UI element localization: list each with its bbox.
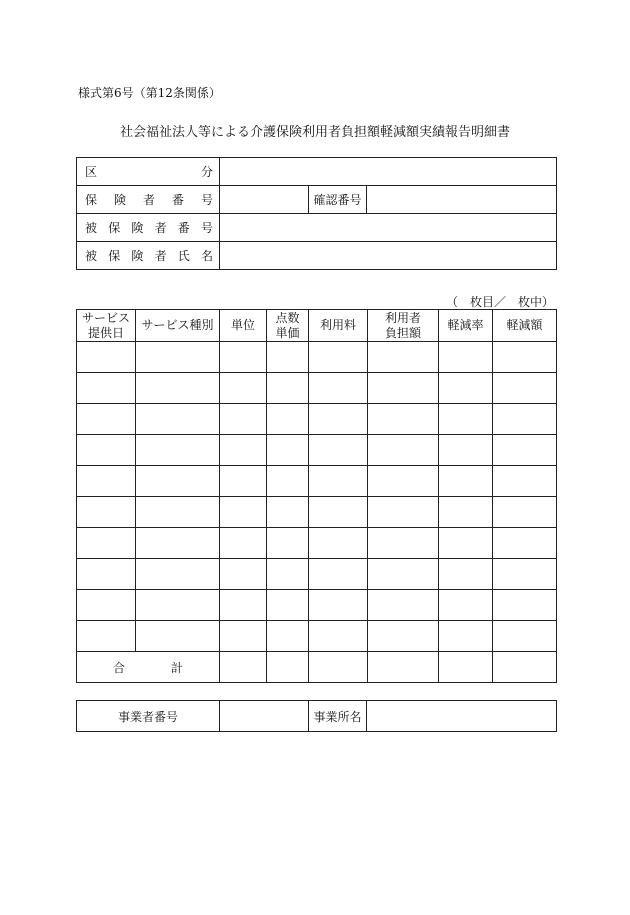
- business-number-field[interactable]: [220, 701, 309, 732]
- table-cell[interactable]: [493, 342, 557, 373]
- table-cell[interactable]: [439, 621, 493, 652]
- table-cell[interactable]: [309, 621, 368, 652]
- table-cell[interactable]: [309, 559, 368, 590]
- table-cell[interactable]: [493, 590, 557, 621]
- insured-number-row: [77, 214, 557, 242]
- table-cell[interactable]: [220, 373, 267, 404]
- table-row: [77, 497, 557, 528]
- table-cell[interactable]: [220, 621, 267, 652]
- table-cell[interactable]: [267, 466, 309, 497]
- table-cell[interactable]: [267, 621, 309, 652]
- table-cell[interactable]: [309, 404, 368, 435]
- table-cell[interactable]: [267, 590, 309, 621]
- office-row: [77, 701, 557, 732]
- table-cell[interactable]: [77, 559, 136, 590]
- table-cell[interactable]: [77, 528, 136, 559]
- table-cell[interactable]: [136, 435, 220, 466]
- insurer-number-row: [77, 186, 557, 214]
- header-usage-fee: 利用料: [309, 310, 368, 342]
- table-cell[interactable]: [368, 373, 439, 404]
- table-cell[interactable]: [439, 342, 493, 373]
- table-cell[interactable]: [267, 342, 309, 373]
- header-service-type: サービス種別: [136, 310, 220, 342]
- document-title: 社会福祉法人等による介護保険利用者負担額軽減額実績報告明細書: [119, 125, 510, 140]
- header-reduction-amount: 軽減額: [493, 310, 557, 342]
- table-cell[interactable]: [136, 466, 220, 497]
- table-cell[interactable]: [439, 466, 493, 497]
- table-cell[interactable]: [439, 590, 493, 621]
- table-cell[interactable]: [439, 373, 493, 404]
- table-cell[interactable]: [368, 435, 439, 466]
- table-cell[interactable]: [439, 497, 493, 528]
- confirmation-number-field[interactable]: [367, 186, 557, 214]
- confirmation-number-label: 確認番号: [309, 186, 367, 214]
- table-cell[interactable]: [77, 621, 136, 652]
- table-row: [77, 621, 557, 652]
- table-row: [77, 435, 557, 466]
- table-row: [77, 559, 557, 590]
- table-cell[interactable]: [267, 404, 309, 435]
- table-cell[interactable]: [368, 528, 439, 559]
- office-name-field[interactable]: [367, 701, 557, 732]
- total-cell[interactable]: [309, 652, 368, 683]
- table-cell[interactable]: [309, 342, 368, 373]
- detail-rows: [77, 342, 557, 652]
- table-cell[interactable]: [309, 528, 368, 559]
- table-cell[interactable]: [220, 404, 267, 435]
- total-cell[interactable]: [267, 652, 309, 683]
- table-cell[interactable]: [220, 528, 267, 559]
- table-cell[interactable]: [493, 435, 557, 466]
- category-label: 区 分: [77, 158, 220, 186]
- table-cell[interactable]: [368, 621, 439, 652]
- category-row: [77, 158, 557, 186]
- table-cell[interactable]: [439, 404, 493, 435]
- insured-name-field[interactable]: [220, 242, 557, 270]
- table-cell[interactable]: [368, 404, 439, 435]
- table-row: [77, 404, 557, 435]
- table-cell[interactable]: [309, 373, 368, 404]
- table-cell[interactable]: [368, 590, 439, 621]
- table-cell[interactable]: [368, 466, 439, 497]
- table-cell[interactable]: [136, 590, 220, 621]
- insured-name-row: [77, 242, 557, 270]
- table-cell[interactable]: [136, 373, 220, 404]
- table-cell[interactable]: [267, 559, 309, 590]
- table-cell[interactable]: [493, 466, 557, 497]
- table-cell[interactable]: [77, 404, 136, 435]
- total-cell[interactable]: [368, 652, 439, 683]
- table-cell[interactable]: [136, 528, 220, 559]
- total-cell[interactable]: [220, 652, 267, 683]
- header-service-date: サービス 提供日: [77, 310, 136, 342]
- insured-name-label: 被 保 険 者 氏 名: [77, 242, 220, 270]
- table-cell[interactable]: [309, 590, 368, 621]
- total-row: [77, 652, 557, 683]
- insured-number-label: 被 保 険 者 番 号: [77, 214, 220, 242]
- table-cell[interactable]: [77, 435, 136, 466]
- office-table: [76, 700, 557, 732]
- table-cell[interactable]: [439, 528, 493, 559]
- detail-header-row: [77, 310, 557, 342]
- header-reduction-rate: 軽減率: [439, 310, 493, 342]
- table-cell[interactable]: [220, 590, 267, 621]
- page-count: （ 枚目／ 枚中）: [446, 295, 555, 309]
- total-cell[interactable]: [493, 652, 557, 683]
- table-cell[interactable]: [220, 497, 267, 528]
- insured-number-field[interactable]: [220, 214, 557, 242]
- insurer-number-label: 保 険 者 番 号: [77, 186, 220, 214]
- table-cell[interactable]: [267, 373, 309, 404]
- header-unit-price: 点数 単価: [267, 310, 309, 342]
- category-field[interactable]: [220, 158, 557, 186]
- table-cell[interactable]: [439, 559, 493, 590]
- table-cell[interactable]: [136, 497, 220, 528]
- table-cell[interactable]: [136, 342, 220, 373]
- header-units: 単位: [220, 310, 267, 342]
- table-cell[interactable]: [493, 559, 557, 590]
- table-cell[interactable]: [309, 435, 368, 466]
- table-cell[interactable]: [136, 559, 220, 590]
- table-cell[interactable]: [493, 621, 557, 652]
- detail-table: [76, 309, 557, 683]
- table-cell[interactable]: [220, 435, 267, 466]
- table-cell[interactable]: [309, 466, 368, 497]
- table-row: [77, 466, 557, 497]
- table-cell[interactable]: [267, 528, 309, 559]
- table-cell[interactable]: [493, 528, 557, 559]
- table-cell[interactable]: [309, 497, 368, 528]
- office-name-label: 事業所名: [309, 701, 367, 732]
- table-row: [77, 528, 557, 559]
- total-label: 合 計: [77, 652, 220, 683]
- table-cell[interactable]: [267, 435, 309, 466]
- table-cell[interactable]: [77, 373, 136, 404]
- info-table: [76, 157, 557, 270]
- table-cell[interactable]: [220, 342, 267, 373]
- table-cell[interactable]: [77, 497, 136, 528]
- form-number: 様式第6号（第12条関係）: [78, 86, 221, 100]
- table-row: [77, 342, 557, 373]
- table-cell[interactable]: [77, 590, 136, 621]
- table-cell[interactable]: [368, 559, 439, 590]
- table-cell[interactable]: [267, 497, 309, 528]
- header-user-burden: 利用者 負担額: [368, 310, 439, 342]
- table-cell[interactable]: [493, 497, 557, 528]
- table-cell[interactable]: [136, 621, 220, 652]
- table-cell[interactable]: [220, 466, 267, 497]
- table-cell[interactable]: [220, 559, 267, 590]
- table-cell[interactable]: [368, 342, 439, 373]
- total-cell[interactable]: [439, 652, 493, 683]
- insurer-number-field[interactable]: [220, 186, 309, 214]
- table-cell[interactable]: [493, 373, 557, 404]
- table-row: [77, 590, 557, 621]
- table-cell[interactable]: [493, 404, 557, 435]
- table-cell[interactable]: [77, 466, 136, 497]
- table-cell[interactable]: [368, 497, 439, 528]
- table-cell[interactable]: [77, 342, 136, 373]
- table-cell[interactable]: [439, 435, 493, 466]
- table-cell[interactable]: [136, 404, 220, 435]
- business-number-label: 事業者番号: [77, 701, 220, 732]
- table-row: [77, 373, 557, 404]
